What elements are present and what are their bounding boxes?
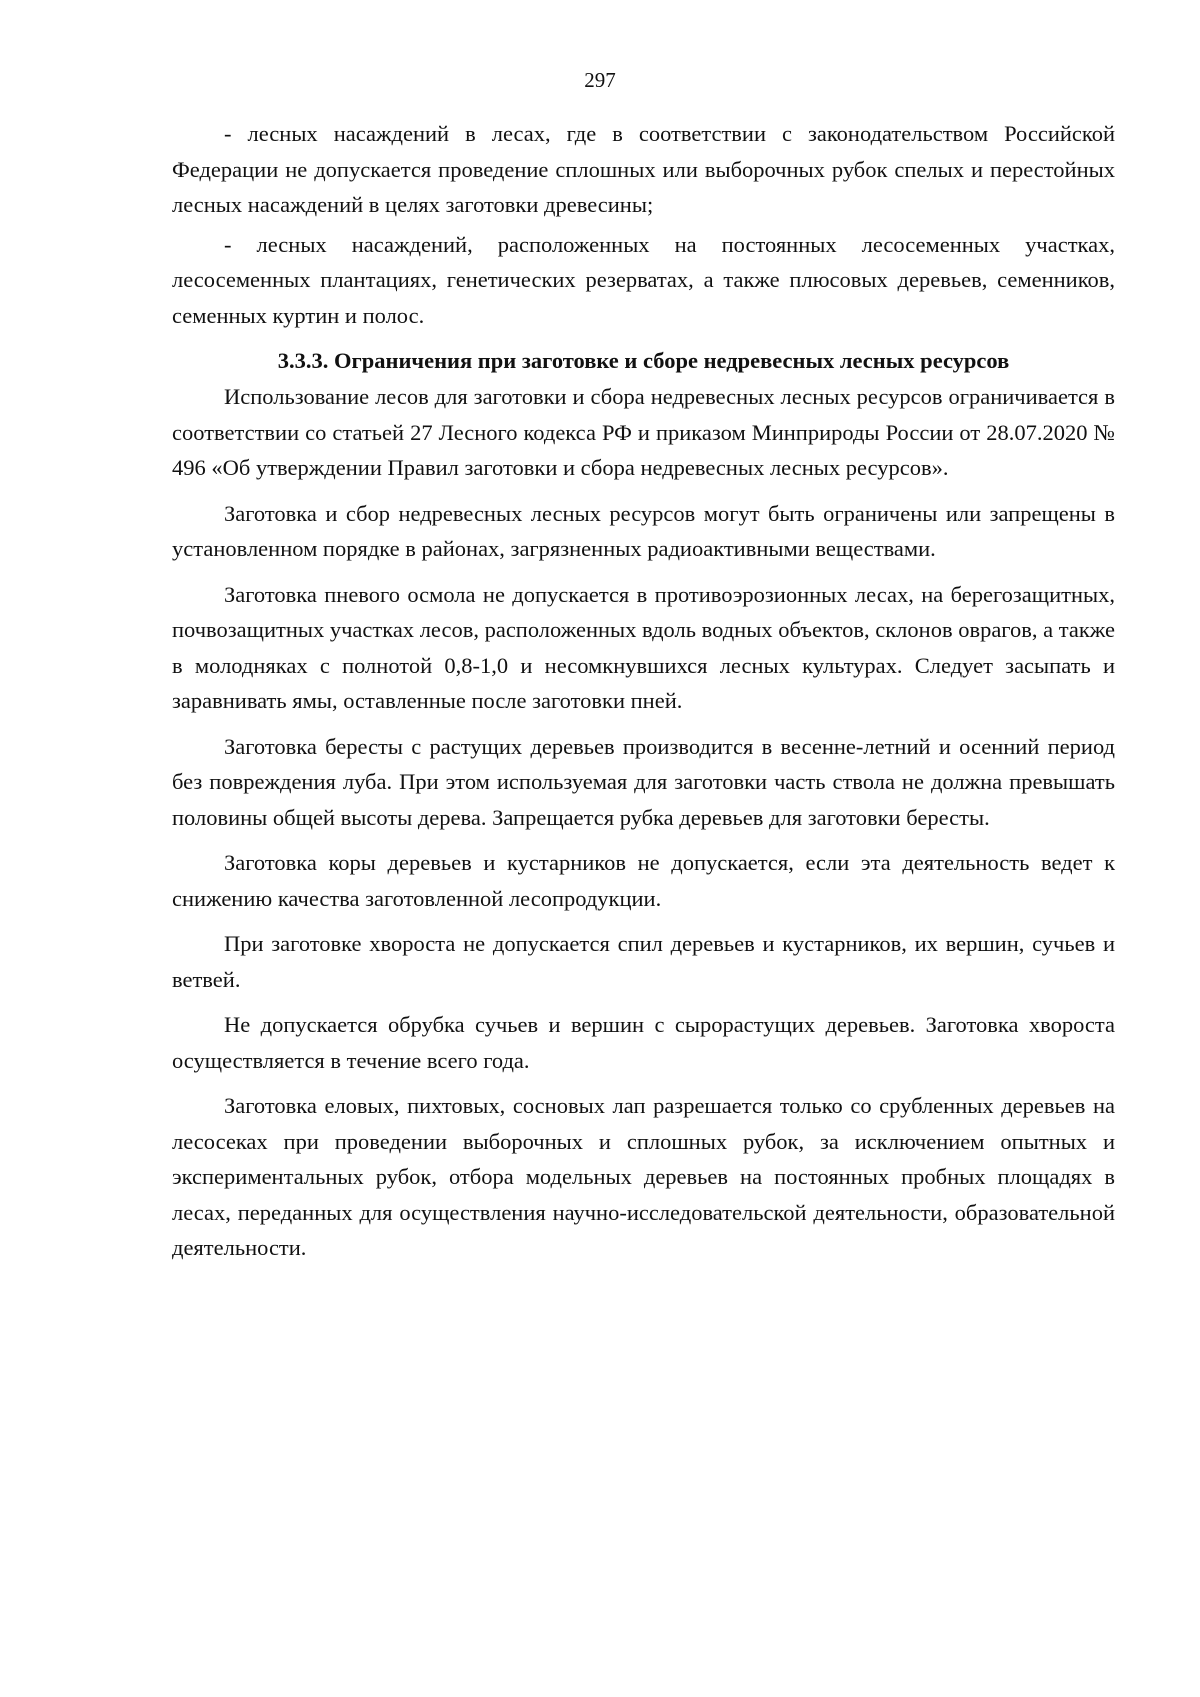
paragraph: Заготовка пневого осмола не допускается в противоэрозионных лесах, на берегозащитных, почвозащитных участках лесов, расположенных вдоль водных объектов, склонов оврагов, а также в молодняках с полнотой 0,8-1,0 и несомкнувшихся лесных культурах. Следует засыпать и заравнивать ямы, оставленные после заготовки пней. xyxy=(172,581,1115,713)
section-heading: 3.3.3. Ограничения при заготовке и сборе недревесных лесных ресурсов xyxy=(277,348,1010,373)
document-body xyxy=(172,116,1115,1266)
paragraph: Заготовка коры деревьев и кустарников не допускается, если эта деятельность ведет к снижению качества заготовленной лесопродукции. xyxy=(172,850,1115,911)
page-number: 297 xyxy=(584,68,616,92)
paragraph: Использование лесов для заготовки и сбора недревесных лесных ресурсов ограничивается в соответствии со статьей 27 Лесного кодекса РФ и приказом Минприроды России от 28.07.2020 № 496 «Об утверждении Правил заготовки и сбора недревесных лесных ресурсов». xyxy=(172,384,1115,480)
paragraph: Заготовка бересты с растущих деревьев производится в весенне-летний и осенний период без повреждения луба. При этом используемая для заготовки часть ствола не должна превышать половины общей высоты дерева. Запрещается рубка деревьев для заготовки бересты. xyxy=(172,733,1115,830)
paragraph: При заготовке хвороста не допускается спил деревьев и кустарников, их вершин, сучьев и ветвей. xyxy=(172,931,1115,992)
paragraph: Заготовка еловых, пихтовых, сосновых лап разрешается только со срубленных деревьев на лесосеках при проведении выборочных и сплошных рубок, за исключением опытных и экспериментальных рубок, отбора модельных деревьев на постоянных пробных площадях в лесах, переданных для осуществления научно-исследовательской деятельности, образовательной деятельности. xyxy=(172,1093,1115,1260)
paragraph: - лесных насаждений в лесах, где в соответствии с законодательством Российской Федерации не допускается проведение сплошных или выборочных рубок спелых и перестойных лесных насаждений в целях заготовки древесины; xyxy=(172,121,1115,217)
paragraph: - лесных насаждений, расположенных на постоянных лесосеменных участках, лесосеменных плантациях, генетических резерватах, а также плюсовых деревьев, семенников, семенных куртин и полос. xyxy=(172,231,1115,328)
paragraph: Заготовка и сбор недревесных лесных ресурсов могут быть ограничены или запрещены в установленном порядке в районах, загрязненных радиоактивными веществами. xyxy=(172,500,1115,561)
paragraph: Не допускается обрубка сучьев и вершин с сырорастущих деревьев. Заготовка хвороста осуществляется в течение всего года. xyxy=(172,1012,1115,1073)
